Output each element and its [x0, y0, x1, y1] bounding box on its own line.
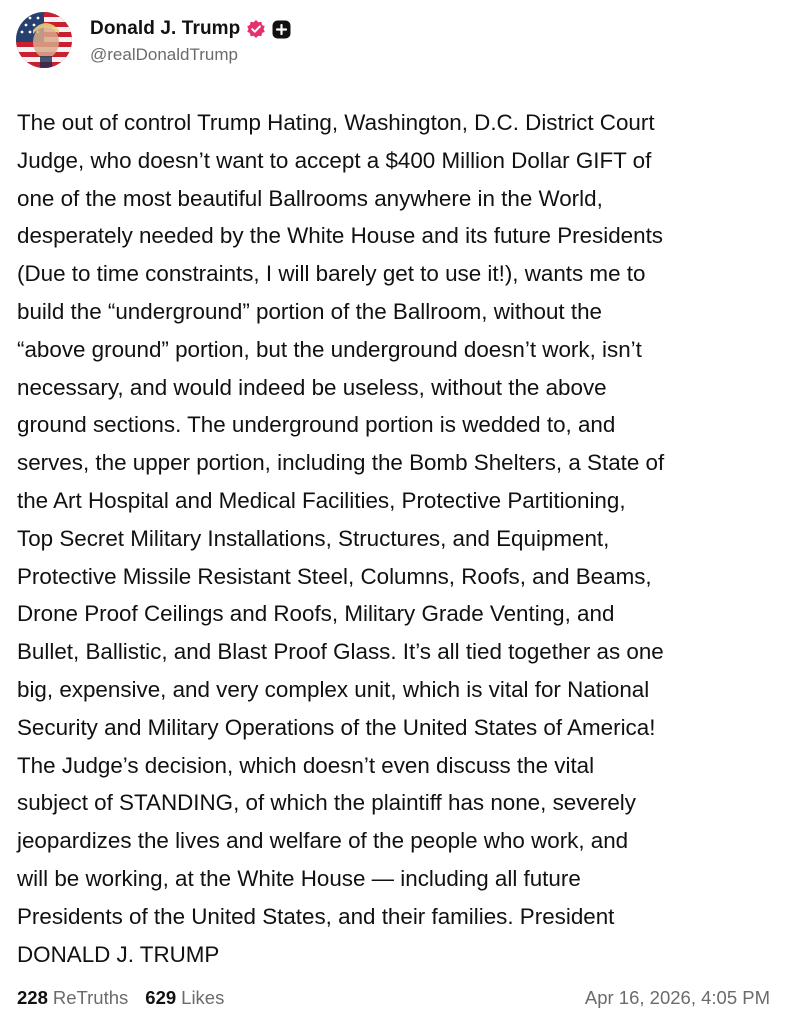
post-text-line: subject of STANDING, of which the plaintiff has none, severely: [17, 790, 636, 816]
engagement-stats: [17, 987, 224, 1009]
post-text-line: The out of control Trump Hating, Washington, D.C. District Court: [17, 110, 655, 135]
post-text-line: the Art Hospital and Medical Facilities, Protective Partitioning,: [17, 487, 626, 513]
retruths-label[interactable]: ReTruths: [52, 987, 129, 1008]
retruths-count[interactable]: 228: [17, 987, 48, 1008]
post-footer: [17, 984, 770, 1012]
post-text-line: The Judge’s decision, which doesn’t even discuss the vital: [17, 752, 595, 778]
post-text-line: desperately needed by the White House and its future Presidents: [17, 223, 663, 249]
post-text-line: will be working, at the White House — including all future: [17, 865, 581, 891]
likes-label[interactable]: Likes: [181, 987, 225, 1008]
post-text-line: ground sections. The underground portion is wedded to, and: [17, 412, 616, 438]
avatar[interactable]: [16, 12, 72, 68]
post-text-line: (Due to time constraints, I will barely get to use it!), wants me to: [17, 261, 646, 287]
plus-badge-icon: [272, 20, 291, 39]
post-timestamp[interactable]: Apr 16, 2026, 4:05 PM: [584, 987, 770, 1008]
verified-badge-icon: [246, 19, 266, 39]
post-text-line: jeopardizes the lives and welfare of the people who work, and: [17, 828, 629, 854]
author-handle[interactable]: @realDonaldTrump: [90, 45, 238, 64]
post-text-line: Security and Military Operations of the United States of America!: [17, 714, 656, 740]
avatar-flag-portrait-icon: [16, 12, 72, 68]
post-text-line: necessary, and would indeed be useless, without the above: [17, 374, 607, 400]
post-text-line: build the “underground” portion of the Ballroom, without the: [17, 298, 602, 324]
post-text-line: one of the most beautiful Ballrooms anywhere in the World,: [17, 185, 603, 211]
post-body: [17, 104, 777, 973]
post-text-line: “above ground” portion, but the underground doesn’t work, isn’t: [17, 336, 642, 362]
name-row: [90, 15, 291, 43]
post-text-line: big, expensive, and very complex unit, which is vital for National: [17, 676, 650, 702]
post-text-line: Judge, who doesn’t want to accept a $400 Million Dollar GIFT of: [17, 147, 652, 173]
post-text-line: Presidents of the United States, and their families. President: [17, 903, 615, 929]
post-text-line: Bullet, Ballistic, and Blast Proof Glass. It’s all tied together as one: [17, 639, 664, 665]
post-text-line: DONALD J. TRUMP: [17, 941, 220, 967]
post-text-line: serves, the upper portion, including the Bomb Shelters, a State of: [17, 450, 665, 476]
author-names: [90, 15, 291, 65]
post-header: [16, 10, 291, 70]
post-text-line: Protective Missile Resistant Steel, Columns, Roofs, and Beams,: [17, 563, 652, 589]
likes-count[interactable]: 629: [145, 987, 177, 1008]
author-display-name[interactable]: Donald J. Trump: [90, 18, 241, 39]
post-text-line: Drone Proof Ceilings and Roofs, Military Grade Venting, and: [17, 601, 615, 627]
post-text-line: Top Secret Military Installations, Structures, and Equipment,: [17, 525, 610, 551]
